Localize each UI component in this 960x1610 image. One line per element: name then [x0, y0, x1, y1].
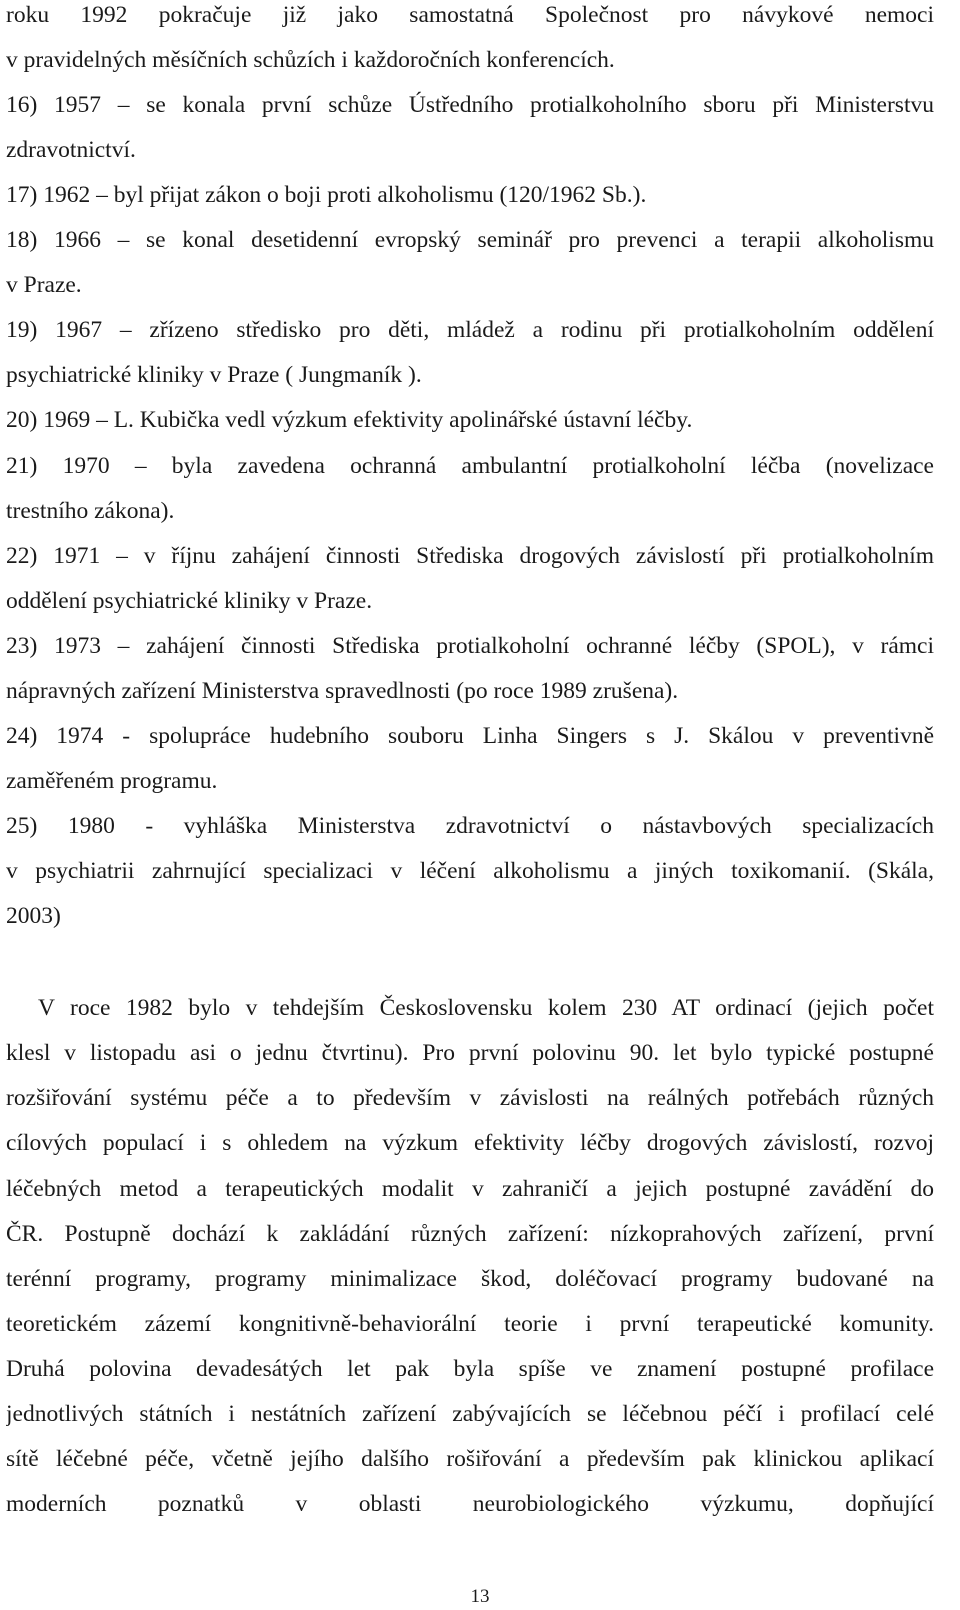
- text-line: léčebných metod a terapeutických modalit v zahraničí a jejich postupné zavádění do: [6, 1176, 934, 1202]
- text-line: V roce 1982 bylo v tehdejším Československu kolem 230 AT ordinací (jejich počet: [38, 995, 934, 1021]
- text-line: v psychiatrii zahrnující specializaci v léčení alkoholismu a jiných toxikomanií. (Skála,: [6, 858, 934, 884]
- text-line: 20) 1969 – L. Kubička vedl výzkum efektivity apolinářské ústavní léčby.: [6, 407, 693, 433]
- text-line: 21) 1970 – byla zavedena ochranná ambulantní protialkoholní léčba (novelizace: [6, 453, 934, 479]
- text-line: roku 1992 pokračuje již jako samostatná Společnost pro návykové nemoci: [6, 2, 934, 28]
- text-line: v Praze.: [6, 272, 82, 298]
- text-line: 19) 1967 – zřízeno středisko pro děti, mládež a rodinu při protialkoholním oddělení: [6, 317, 934, 343]
- text-line: psychiatrické kliniky v Praze ( Jungmaník ).: [6, 362, 422, 388]
- text-line: klesl v listopadu asi o jednu čtvrtinu). Pro první polovinu 90. let bylo typické postupné: [6, 1040, 934, 1066]
- text-line: 18) 1966 – se konal desetidenní evropský seminář pro prevenci a terapii alkoholismu: [6, 227, 934, 253]
- text-line: oddělení psychiatrické kliniky v Praze.: [6, 588, 373, 614]
- text-line: 17) 1962 – byl přijat zákon o boji proti alkoholismu (120/1962 Sb.).: [6, 182, 647, 208]
- text-line: jednotlivých státních i nestátních zařízení zabývajících se léčebnou péčí i profilací celé: [6, 1401, 934, 1427]
- text-line: teoretickém zázemí kongnitivně-behaviorální teorie i první terapeutické komunity.: [6, 1311, 934, 1337]
- page-number: 13: [470, 1586, 490, 1607]
- text-line: rozšiřování systému péče a to především v závislosti na reálných potřebách různých: [6, 1085, 934, 1111]
- text-line: cílových populací i s ohledem na výzkum efektivity léčby drogových závislostí, rozvoj: [6, 1130, 934, 1156]
- text-line: zdravotnictví.: [6, 137, 136, 163]
- text-line: 16) 1957 – se konala první schůze Ústředního protialkoholního sboru při Ministerstvu: [6, 92, 934, 118]
- text-line: 2003): [6, 903, 61, 929]
- text-line: zaměřeném programu.: [6, 768, 218, 794]
- text-line: 22) 1971 – v říjnu zahájení činnosti Střediska drogových závislostí při protialkoholním: [6, 543, 934, 569]
- text-line: v pravidelných měsíčních schůzích i každoročních konferencích.: [6, 47, 615, 73]
- text-line: ČR. Postupně dochází k zakládání různých zařízení: nízkoprahových zařízení, první: [6, 1221, 934, 1247]
- text-line: 24) 1974 - spolupráce hudebního souboru Linha Singers s J. Skálou v preventivně: [6, 723, 934, 749]
- text-line: 23) 1973 – zahájení činnosti Střediska protialkoholní ochranné léčby (SPOL), v rámci: [6, 633, 934, 659]
- text-line: moderních poznatků v oblasti neurobiologického výzkumu, dopňující: [6, 1491, 934, 1517]
- text-line: trestního zákona).: [6, 498, 175, 524]
- text-line: sítě léčebné péče, včetně jejího dalšího rošiřování a především pak klinickou aplikací: [6, 1446, 934, 1472]
- text-line: terénní programy, programy minimalizace škod, doléčovací programy budované na: [6, 1266, 934, 1292]
- text-line: Druhá polovina devadesátých let pak byla spíše ve znamení postupné profilace: [6, 1356, 934, 1382]
- text-line: 25) 1980 - vyhláška Ministerstva zdravotnictví o nástavbových specializacích: [6, 813, 934, 839]
- text-line: nápravných zařízení Ministerstva spravedlnosti (po roce 1989 zrušena).: [6, 678, 679, 704]
